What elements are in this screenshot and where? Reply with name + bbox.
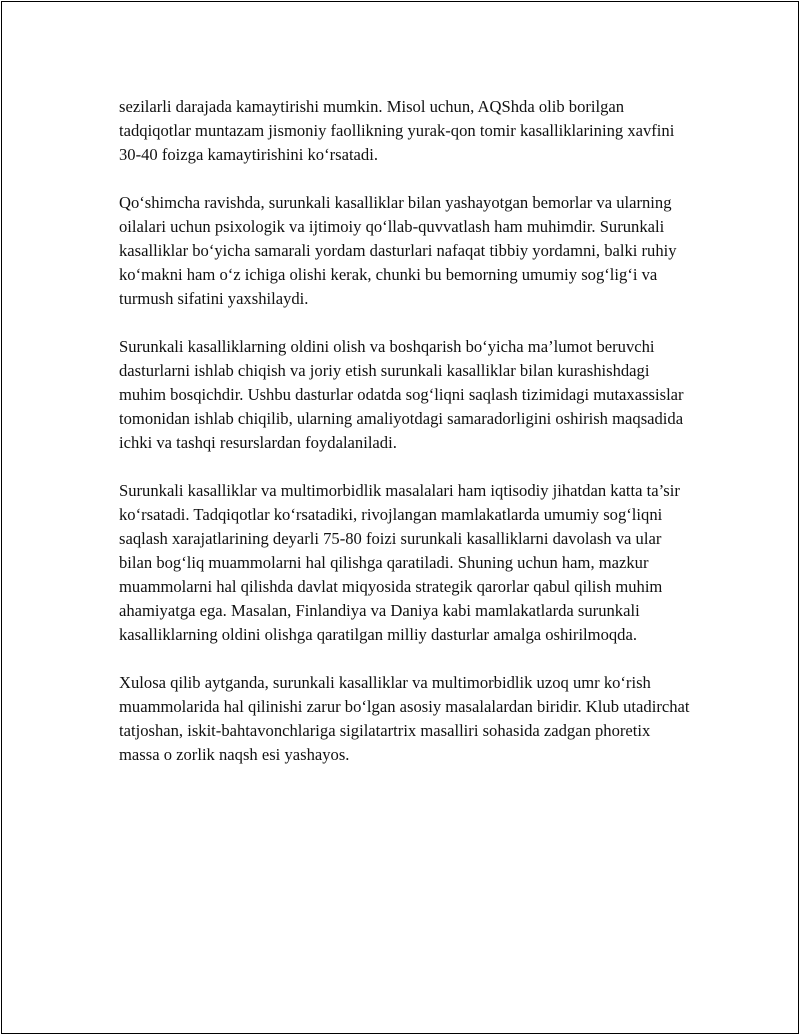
paragraph-3: Surunkali kasalliklarning oldini olish va boshqarish bo‘yicha ma’lumot beruvchi dasturlarni ishlab chiqish va joriy etish surunkali kasalliklar bilan kurashishdagi muhim bosqichdir. Ushbu dasturlar odatda sog‘liqni saqlash tizimidagi mutaxassislar tomonidan ishlab chiqilib, ularning amaliyotdagi samaradorligini oshirish maqsadida ichki va tashqi resurslardan foydalaniladi. bbox=[119, 337, 684, 452]
paragraph-4: Surunkali kasalliklar va multimorbidlik masalalari ham iqtisodiy jihatdan katta ta’sir ko‘rsatadi. Tadqiqotlar ko‘rsatadiki, rivojlangan mamlakatlarda umumiy sog‘liqni saqlash xarajatlarining deyarli 75-80 foizi surunkali kasalliklarni davolash va ular bilan bog‘liq muammolarni hal qilishga qaratiladi. Shuning uchun ham, mazkur muammolarni hal qilishda davlat miqyosida strategik qarorlar qabul qilish muhim ahamiyatga ega. Masalan, Finlandiya va Daniya kabi mamlakatlarda surunkali kasalliklarning oldini olishga qaratilgan milliy dasturlar amalga oshirilmoqda. bbox=[119, 481, 680, 644]
document-body bbox=[119, 95, 694, 767]
document-page bbox=[1, 1, 799, 1034]
paragraph-2: Qo‘shimcha ravishda, surunkali kasalliklar bilan yashayotgan bemorlar va ularning oilalari uchun psixologik va ijtimoiy qo‘llab-quvvatlash ham muhimdir. Surunkali kasalliklar bo‘yicha samarali yordam dasturlari nafaqat tibbiy yordamni, balki ruhiy ko‘makni ham o‘z ichiga olishi kerak, chunki bu bemorning umumiy sog‘lig‘i va turmush sifatini yaxshilaydi. bbox=[119, 193, 677, 308]
paragraph-1: sezilarli darajada kamaytirishi mumkin. Misol uchun, AQShda olib borilgan tadqiqotlar muntazam jismoniy faollikning yurak-qon tomir kasalliklarining xavfini 30-40 foizga kamaytirishini ko‘rsatadi. bbox=[119, 97, 675, 164]
paragraph-5: Xulosa qilib aytganda, surunkali kasalliklar va multimorbidlik uzoq umr ko‘rish muammolarida hal qilinishi zarur bo‘lgan asosiy masalalardan biridir. Klub utadirchat tatjoshan, iskit-bahtavonchlariga sigilatartrix masalliri sohasida zadgan phoretix massa o zorlik naqsh esi yashayos. bbox=[119, 673, 690, 764]
